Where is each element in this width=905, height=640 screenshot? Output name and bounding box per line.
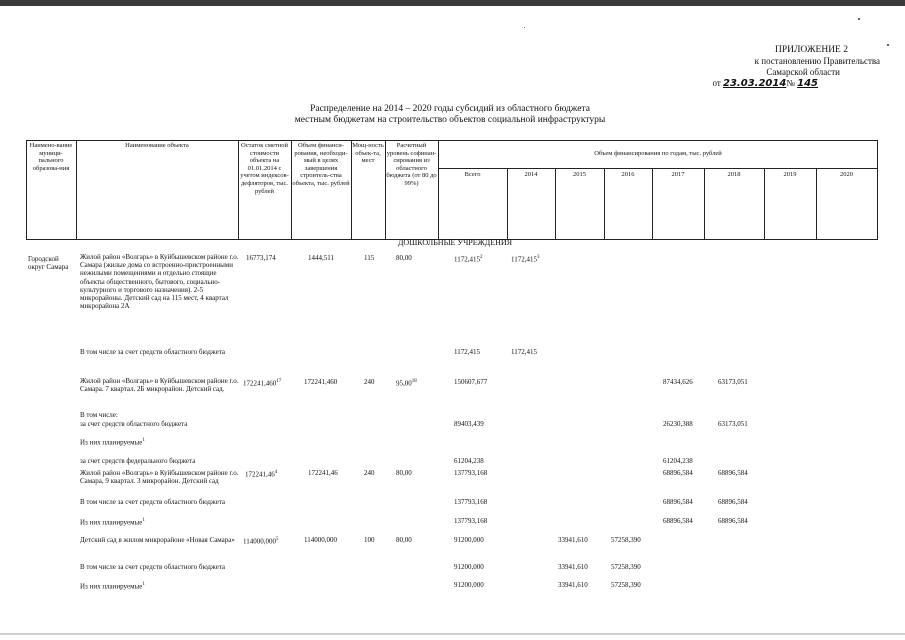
volume-value: 114000,000 bbox=[304, 536, 337, 544]
total-value: 91200,000 bbox=[454, 563, 484, 571]
object-name: Из них планируемые$^1$ bbox=[80, 518, 145, 527]
object-name: В том числе за счет средств областного бюджета bbox=[80, 563, 226, 571]
object-name: В том числе: bbox=[80, 411, 118, 419]
header-balance: Остаток сметной стоимости объекта на 01.01.2014 с учетом индексов-дефляторов, тыс. рублей bbox=[240, 142, 289, 195]
cofinancing-value: 80,00 bbox=[396, 254, 412, 262]
year-2017-value: 61204,238 bbox=[663, 457, 693, 465]
number-sign: № bbox=[786, 78, 795, 88]
year-2018-value: 63173,051 bbox=[718, 378, 748, 386]
total-value: 137793,168 bbox=[454, 469, 488, 477]
table-border bbox=[555, 168, 556, 239]
header-year: 2016 bbox=[621, 171, 635, 178]
cofinancing-value: 80,00 bbox=[396, 536, 412, 544]
scan-speck bbox=[887, 44, 889, 46]
document-title bbox=[230, 104, 670, 126]
year-2018-value: 63173,051 bbox=[718, 420, 748, 428]
total-value: 150607,677 bbox=[454, 378, 488, 386]
object-name: за счет средств областного бюджета bbox=[80, 420, 188, 428]
header-year: 2020 bbox=[840, 171, 853, 178]
capacity-value: 115 bbox=[364, 254, 375, 262]
table-border bbox=[604, 168, 605, 239]
section-title: ДОШКОЛЬНЫЕ УЧРЕЖДЕНИЯ bbox=[397, 238, 513, 247]
year-2018-value: 68896,584 bbox=[718, 469, 748, 477]
capacity-value: 240 bbox=[364, 469, 375, 477]
object-name: Жилой район «Волгарь» в Куйбышевском районе г.о. Самара, 9 квартал. 3 микрорайон. Детский сад bbox=[80, 469, 239, 486]
scan-edge-bottom bbox=[0, 633, 905, 635]
table-border bbox=[438, 168, 878, 169]
total-value: 1172,415 bbox=[454, 348, 480, 356]
header-year: 2018 bbox=[727, 171, 741, 178]
scan-speck bbox=[858, 18, 860, 20]
object-name: Жилой район «Волгарь» в Куйбышевском районе г.о. Самара (жилые дома со встроенно-пристроенными нежилыми помещениями и отдельно стоящие объекты общественного, бытового, социально-культурного и торгового назначения). 2-5 микрорайоны. Детский сад на 115 мест, 4 квартал микрорайона 2А bbox=[80, 253, 239, 311]
header-years-group: Объем финансирования по годам, тыс. рублей bbox=[594, 150, 722, 157]
handwritten-date: 23.03.2014 bbox=[723, 78, 787, 89]
balance-value: 172241,460$^{17}$ bbox=[243, 379, 282, 388]
appendix-line: Самарской области bbox=[766, 67, 840, 77]
year-2014-value: 1172,415 bbox=[511, 348, 537, 356]
header-capacity: Мощ-ность объек-та, мест bbox=[352, 142, 384, 165]
appendix-line: к постановлению Правительства bbox=[754, 56, 880, 66]
year-2017-value: 68896,584 bbox=[663, 498, 693, 506]
table-border bbox=[764, 168, 765, 239]
title-line: местным бюджетам на строительство объектов социальной инфраструктуры bbox=[294, 115, 606, 125]
year-2016-value: 57258,390 bbox=[611, 581, 641, 589]
table-border bbox=[507, 168, 508, 239]
object-name: Из них планируемые$^1$ bbox=[80, 438, 145, 447]
year-2018-value: 68896,584 bbox=[718, 517, 748, 525]
balance-value: 172241,46$^4$ bbox=[245, 470, 278, 479]
volume-value: 172241,46 bbox=[308, 469, 338, 477]
capacity-value: 240 bbox=[364, 378, 375, 386]
cofinancing-value: 95,00$^{18}$ bbox=[396, 379, 417, 388]
balance-value: 16773,174 bbox=[246, 254, 276, 262]
header-year: 2015 bbox=[573, 171, 586, 178]
year-2016-value: 57258,390 bbox=[611, 563, 641, 571]
year-2016-value: 57258,390 bbox=[611, 536, 641, 544]
year-2017-value: 26230,388 bbox=[663, 420, 693, 428]
total-value: 91200,000 bbox=[454, 536, 484, 544]
table-border bbox=[704, 168, 705, 239]
object-name: за счет средств федерального бюджета bbox=[80, 457, 196, 465]
object-name: В том числе за счет средств областного бюджета bbox=[80, 348, 226, 356]
total-value: 89403,439 bbox=[454, 420, 484, 428]
header-year: 2014 bbox=[524, 171, 538, 178]
total-value: 137793,168 bbox=[454, 498, 488, 506]
title-line: Распределение на 2014 – 2020 годы субсидий из областного бюджета bbox=[310, 104, 590, 114]
total-value: 91200,000 bbox=[454, 581, 484, 589]
year-2015-value: 33941,610 bbox=[558, 563, 588, 571]
table-border bbox=[816, 168, 817, 239]
volume-value: 172241,460 bbox=[304, 378, 338, 386]
year-2015-value: 33941,610 bbox=[558, 536, 588, 544]
object-name: Жилой район «Волгарь» в Куйбышевском районе г.о. Самара. 7 квартал. 2Б микрорайон. Детский сад. bbox=[80, 377, 239, 394]
header-table bbox=[26, 140, 878, 240]
appendix-title: ПРИЛОЖЕНИЕ 2 bbox=[774, 45, 848, 55]
header-year: 2019 bbox=[783, 171, 797, 178]
table-border bbox=[877, 141, 878, 239]
appendix-header bbox=[680, 45, 880, 89]
balance-value: 114000,000$^5$ bbox=[243, 537, 279, 546]
scan-speck bbox=[524, 27, 525, 28]
year-2017-value: 68896,584 bbox=[663, 469, 693, 477]
header-object: Наименование объекта bbox=[125, 142, 189, 149]
year-2014-value: 1172,415$^3$ bbox=[511, 255, 540, 264]
municipality-name: Городской округ Самара bbox=[28, 255, 69, 272]
appendix-date-line bbox=[680, 78, 880, 89]
appendix-date-prefix: от bbox=[712, 78, 721, 88]
scan-edge-top bbox=[0, 0, 905, 6]
volume-value: 1444,511 bbox=[308, 254, 334, 262]
total-value: 137793,168 bbox=[454, 517, 488, 525]
table-border bbox=[652, 168, 653, 239]
year-2015-value: 33941,610 bbox=[558, 581, 588, 589]
cofinancing-value: 80,00 bbox=[396, 469, 412, 477]
object-name: Из них планируемые$^1$ bbox=[80, 582, 145, 591]
header-total: Всего bbox=[464, 171, 481, 178]
total-value: 61204,238 bbox=[454, 457, 484, 465]
header-cofinancing: Расчетный уровень софинан-сирования из областного бюджета (от 80 до 99%) bbox=[386, 142, 437, 187]
year-2017-value: 87434,626 bbox=[663, 378, 693, 386]
year-2017-value: 68896,584 bbox=[663, 517, 693, 525]
handwritten-number: 145 bbox=[797, 78, 818, 89]
year-2018-value: 68896,584 bbox=[718, 498, 748, 506]
header-year: 2017 bbox=[671, 171, 685, 178]
capacity-value: 100 bbox=[364, 536, 375, 544]
object-name: В том числе за счет средств областного бюджета bbox=[80, 498, 226, 506]
header-volume: Объем финанси-рования, необходи-мый в целях завершения строитель-ства объекта, тыс. рублей bbox=[292, 142, 350, 187]
table-border bbox=[76, 141, 77, 239]
header-municipality: Наимено-вание муници-пального образова-ния bbox=[29, 142, 73, 172]
total-value: 1172,415$^2$ bbox=[454, 255, 483, 264]
object-name: Детский сад в жилом микрорайоне «Новая Самара» bbox=[80, 536, 235, 544]
